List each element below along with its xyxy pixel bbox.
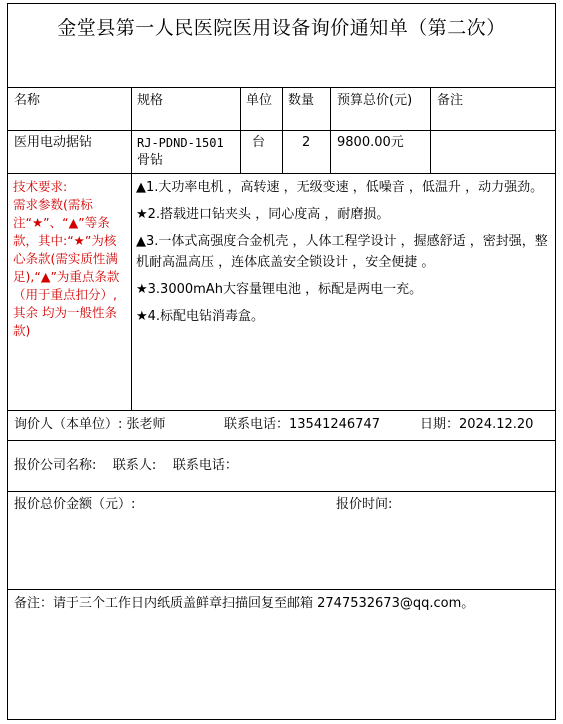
divider	[7, 491, 556, 492]
header-budget: 预算总价(元)	[337, 93, 413, 108]
quote-total-field[interactable]: 报价总价金额（元）:	[14, 497, 136, 512]
header-qty: 数量	[288, 93, 315, 108]
inquirer-name: 询价人（本单位）: 张老师	[14, 417, 166, 432]
item-unit: 台	[252, 135, 266, 150]
tech-items	[136, 177, 550, 333]
item-spec-type: 骨钻	[137, 153, 164, 168]
divider	[131, 173, 132, 410]
divider	[282, 88, 283, 173]
tech-label	[13, 178, 125, 340]
divider	[330, 88, 331, 173]
tech-item: ▲1.大功率电机 ，高转速 ，无级变速 ，低噪音 ，低温升 ，动力强劲。	[136, 180, 544, 195]
divider	[240, 88, 241, 173]
divider	[7, 589, 556, 590]
tech-item: ★4.标配电钻消毒盒。	[136, 309, 265, 324]
item-qty: 2	[302, 135, 311, 150]
tech-label-desc: 需求参数(需标注“★”、“▲”等条款，其中:“★”为核心条款(需实质性满足),“▲”为重点条款（用于重点扣分）,其余 均为一般性条款)	[13, 197, 120, 338]
tech-item: ★2.搭载进口钻夹头 ，同心度高 ，耐磨损。	[136, 207, 390, 222]
page-title: 金堂县第一人民医院医用设备询价通知单（第二次）	[7, 3, 556, 88]
tech-item: ▲3.一体式高强度合金机壳 ，人体工程学设计 ，握感舒适 ，密封强，整机耐高温高压 ，连体底盖安全锁设计 ，安全便捷 。	[136, 234, 548, 270]
header-spec: 规格	[137, 93, 164, 108]
item-spec-model: RJ-PDND-1501	[137, 136, 224, 150]
header-note: 备注	[437, 93, 464, 108]
remark-text: 备注：请于三个工作日内纸质盖鲜章扫描回复至邮箱 2747532673@qq.com。	[14, 596, 475, 611]
divider	[131, 88, 132, 173]
item-budget: 9800.00元	[337, 135, 404, 150]
tech-label-title: 技术要求:	[13, 179, 68, 194]
divider	[7, 440, 556, 441]
divider	[430, 88, 431, 173]
inquirer-date: 日期：2024.12.20	[420, 417, 534, 432]
item-name: 医用电动据钻	[14, 135, 93, 150]
tech-item: ★3.3000mAh大容量锂电池 ，标配是两电一充。	[136, 282, 423, 297]
divider	[7, 410, 556, 411]
quote-time-field[interactable]: 报价时间:	[336, 497, 393, 512]
header-unit: 单位	[246, 93, 273, 108]
inquirer-phone: 联系电话：13541246747	[224, 417, 380, 432]
divider	[7, 173, 556, 174]
header-name: 名称	[14, 93, 41, 108]
quote-company-field[interactable]: 报价公司名称: 联系人: 联系电话：	[14, 458, 238, 473]
item-spec	[137, 134, 232, 170]
